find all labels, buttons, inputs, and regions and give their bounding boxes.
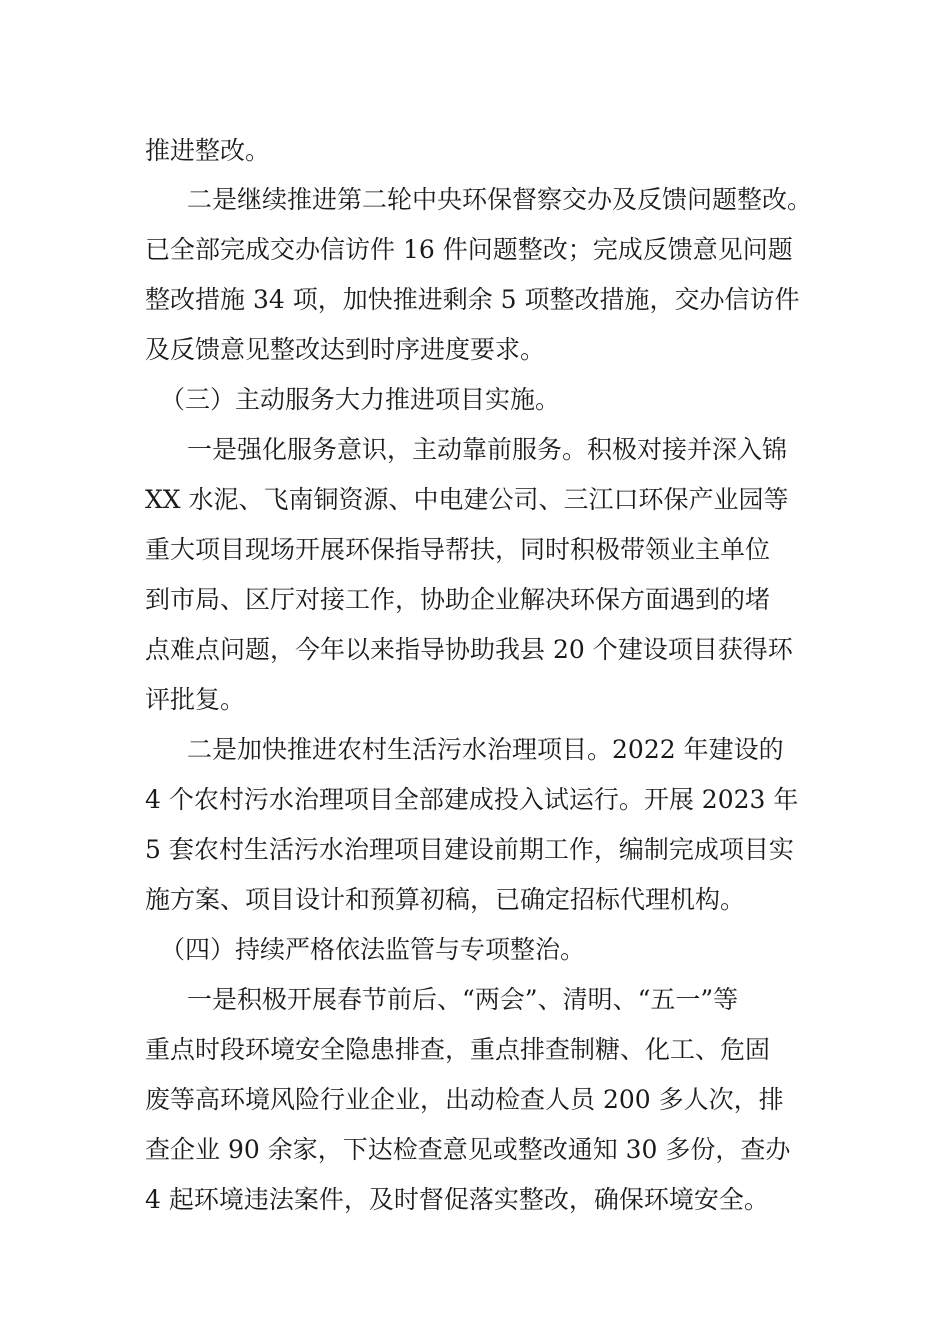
text-line: 查企业 90 余家，下达检查意见或整改通知 30 多份，查办 — [145, 1135, 791, 1164]
text-line: 已全部完成交办信访件 16 件问题整改；完成反馈意见问题 — [145, 235, 793, 264]
text-line: 到市局、区厅对接工作，协助企业解决环保方面遇到的堵 — [145, 585, 771, 614]
text-line: 一是积极开展春节前后、“两会”、清明、“五一”等 — [187, 985, 739, 1014]
text-line: 4 个农村污水治理项目全部建成投入试运行。开展 2023 年 — [145, 785, 799, 814]
text-line: 推进整改。 — [145, 136, 271, 165]
text-line: 二是继续推进第二轮中央环保督察交办及反馈问题整改。 — [187, 185, 813, 214]
text-line: 废等高环境风险行业企业，出动检查人员 200 多人次，排 — [145, 1085, 784, 1114]
text-line: 及反馈意见整改达到时序进度要求。 — [145, 335, 546, 364]
text-line: 整改措施 34 项，加快推进剩余 5 项整改措施，交办信访件 — [145, 285, 800, 314]
text-line: 评批复。 — [145, 685, 246, 714]
text-line: 重点时段环境安全隐患排查，重点排查制糖、化工、危固 — [145, 1035, 771, 1064]
text-line: 施方案、项目设计和预算初稿，已确定招标代理机构。 — [145, 885, 746, 914]
text-line: 重大项目现场开展环保指导帮扶，同时积极带领业主单位 — [145, 535, 771, 564]
text-line: 点难点问题，今年以来指导协助我县 20 个建设项目获得环 — [145, 635, 793, 664]
text-line: 一是强化服务意识，主动靠前服务。积极对接并深入锦 — [187, 435, 788, 464]
section-heading: （三）主动服务大力推进项目实施。 — [160, 385, 561, 414]
text-line: 4 起环境违法案件，及时督促落实整改，确保环境安全。 — [145, 1185, 769, 1214]
text-line: XX 水泥、飞南铜资源、中电建公司、三江口环保产业园等 — [145, 485, 789, 514]
text-line: 5 套农村生活污水治理项目建设前期工作，编制完成项目实 — [145, 835, 794, 864]
section-heading: （四）持续严格依法监管与专项整治。 — [160, 935, 586, 964]
text-line: 二是加快推进农村生活污水治理项目。2022 年建设的 — [187, 735, 784, 764]
